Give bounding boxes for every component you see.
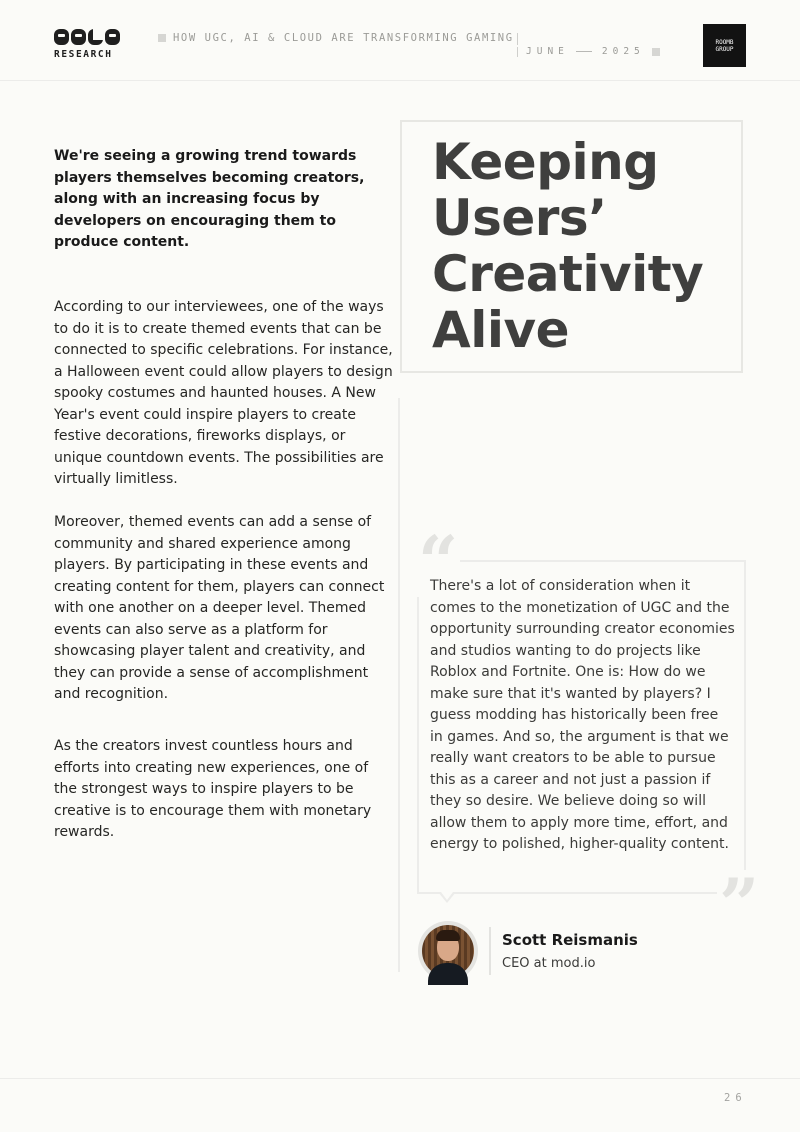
dash-divider — [576, 51, 592, 52]
footer-divider — [0, 1078, 800, 1079]
square-bullet-icon — [652, 48, 660, 56]
divider — [489, 927, 491, 975]
partner-logo-line2: GROUP — [715, 45, 734, 53]
lead-paragraph: We're seeing a growing trend towards players themselves becoming creators, along with an increasing focus by developers on encouraging them to produce content. — [54, 148, 365, 250]
bolu-logo-mark — [54, 29, 120, 45]
open-quote-icon: “ — [418, 520, 459, 603]
page-number: 26 — [724, 1092, 747, 1104]
close-quote-icon: ” — [719, 863, 760, 946]
column-divider — [398, 398, 400, 972]
avatar — [418, 921, 478, 981]
body-paragraph-2: Moreover, themed events can add a sense of community and shared experience among players. By participating in these events and creating content for them, players can connect with one another on a deeper level. Themed events can also serve as a platform for showcasing player talent and creativity, and they can provide a sense of accomplishment and recognition. — [54, 514, 385, 702]
page-header — [0, 0, 800, 81]
partner-logo-line1: ROOMB — [715, 38, 734, 46]
body-paragraph-3: As the creators invest countless hours and efforts into creating new experiences, one of the strongest ways to inspire players to be creative is to encourage them with monetary rewards. — [54, 738, 372, 840]
body-paragraph-1: According to our interviewees, one of the ways to do it is to create themed events that can be connected to specific celebrations. For instance, a Halloween event could allow players to design spooky costumes and haunted houses. A New Year's event could inspire players to create festive decorations, fireworks displays, or unique countdown events. The possibilities are virtually limitless. — [54, 299, 393, 487]
page-title: Keeping Users’ Creativity Alive — [432, 133, 704, 359]
report-title: HOW UGC, AI & CLOUD ARE TRANSFORMING GAMING — [173, 32, 514, 44]
title-box — [400, 120, 743, 373]
report-month: JUNE — [526, 46, 569, 57]
report-date — [526, 46, 660, 57]
quote-text: There's a lot of consideration when it comes to the monetization of UGC and the opportunity surrounding creator economies and studios wanting to do projects like Roblox and Fortnite. One is: How do we make sure that it's wanted by players? I guess modding has historically been free in games. And so, the argument is that we really want creators to be able to pursue this as a career and not just a passion if they so desire. We believe doing so will allow them to apply more time, effort, and energy to polished, higher-quality content. — [430, 578, 735, 852]
square-bullet-icon — [158, 34, 166, 42]
report-year: 2025 — [601, 46, 645, 57]
brand-subtitle: RESEARCH — [54, 49, 113, 60]
bolu-research-logo — [54, 29, 120, 60]
divider — [517, 33, 518, 45]
quote-author-role: CEO at mod.io — [502, 956, 596, 971]
quote-author: Scott Reismanis — [502, 931, 638, 949]
roomb-group-logo — [703, 24, 746, 67]
report-title-row — [158, 32, 514, 44]
divider — [517, 47, 518, 57]
